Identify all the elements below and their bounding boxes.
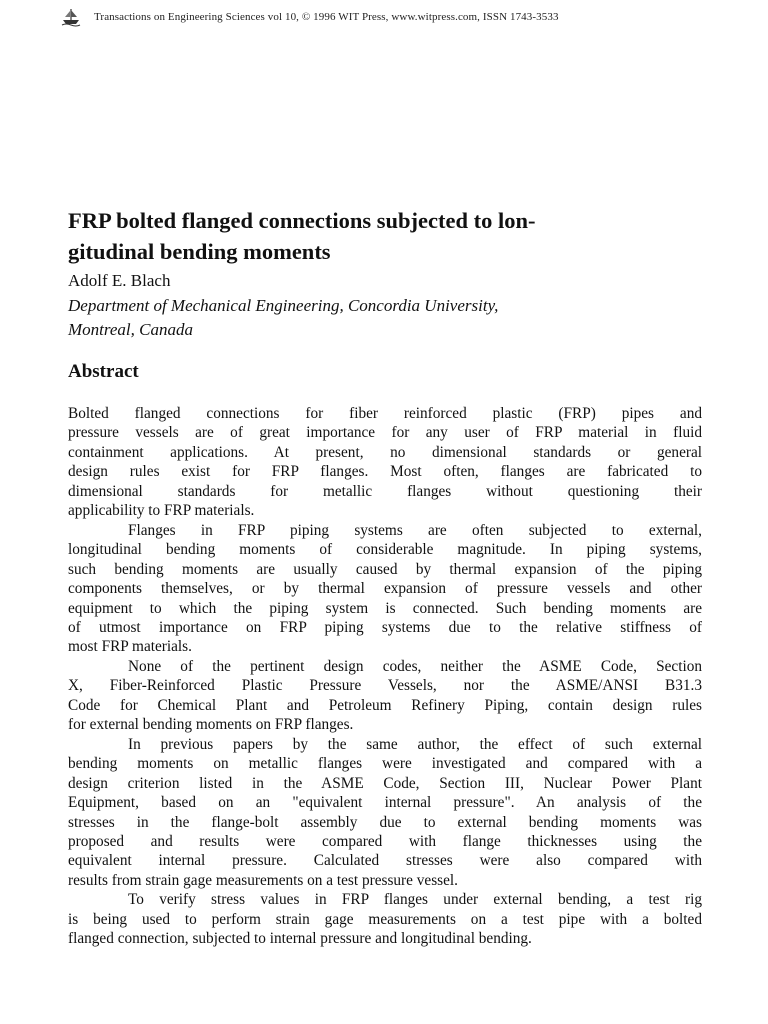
author-name: Adolf E. Blach bbox=[68, 271, 171, 290]
paper-title bbox=[68, 205, 708, 267]
abstract-line: components themselves, or by thermal expansion of pressure vessels and other bbox=[68, 580, 702, 598]
abstract-line: for external bending moments on FRP flanges. bbox=[68, 716, 354, 734]
author-affiliation bbox=[68, 294, 498, 342]
affiliation-line: Montreal, Canada bbox=[68, 320, 193, 339]
abstract-line: pressure vessels are of great importance for any user of FRP material in fluid bbox=[68, 424, 702, 442]
page-header bbox=[60, 6, 559, 28]
title-line: gitudinal bending moments bbox=[68, 239, 331, 264]
abstract-line: Bolted flanged connections for fiber reinforced plastic (FRP) pipes and bbox=[68, 405, 702, 422]
abstract-line: applicability to FRP materials. bbox=[68, 502, 255, 520]
abstract-heading: Abstract bbox=[68, 361, 139, 382]
abstract-line: is being used to perform strain gage measurements on a test pipe with a bolted bbox=[68, 910, 702, 928]
abstract-line: longitudinal bending moments of considerable magnitude. In piping systems, bbox=[68, 541, 702, 559]
ship-logo-icon bbox=[60, 6, 82, 28]
abstract-line: proposed and results were compared with flange thicknesses using the bbox=[68, 832, 702, 850]
abstract-line: containment applications. At present, no dimensional standards or general bbox=[68, 443, 702, 461]
abstract-line: stresses in the flange-bolt assembly due to external bending moments was bbox=[68, 813, 702, 831]
abstract-line: To verify stress values in FRP flanges under external bending, a test rig bbox=[128, 891, 702, 909]
abstract-line: X, Fiber-Reinforced Plastic Pressure Vessels, nor the ASME/ANSI B31.3 bbox=[68, 677, 702, 695]
affiliation-line: Department of Mechanical Engineering, Concordia University, bbox=[68, 296, 499, 315]
abstract-line: In previous papers by the same author, the effect of such external bbox=[128, 735, 702, 753]
abstract-line: dimensional standards for metallic flanges without questioning their bbox=[68, 482, 702, 500]
abstract-line: results from strain gage measurements on a test pressure vessel. bbox=[68, 871, 458, 889]
abstract-line: Equipment, based on an "equivalent internal pressure". An analysis of the bbox=[68, 794, 702, 812]
abstract-line: bending moments on metallic flanges were investigated and compared with a bbox=[68, 755, 702, 773]
abstract-line: most FRP materials. bbox=[68, 638, 192, 656]
abstract-line: Flanges in FRP piping systems are often subjected to external, bbox=[128, 521, 702, 539]
abstract-line: equivalent internal pressure. Calculated stresses were also compared with bbox=[68, 852, 702, 870]
abstract-line: Code for Chemical Plant and Petroleum Refinery Piping, contain design rules bbox=[68, 696, 702, 714]
abstract-body bbox=[68, 404, 702, 949]
abstract-line: flanged connection, subjected to internal pressure and longitudinal bending. bbox=[68, 930, 532, 948]
abstract-line: None of the pertinent design codes, neither the ASME Code, Section bbox=[128, 657, 702, 675]
journal-citation: Transactions on Engineering Sciences vol 10, © 1996 WIT Press, www.witpress.com, ISSN 1743-3533 bbox=[94, 11, 559, 23]
title-line: FRP bolted flanged connections subjected to lon- bbox=[68, 208, 536, 233]
abstract-line: equipment to which the piping system is connected. Such bending moments are bbox=[68, 599, 702, 617]
abstract-line: such bending moments are usually caused by thermal expansion of the piping bbox=[68, 560, 702, 578]
abstract-line: of utmost importance on FRP piping systems due to the relative stiffness of bbox=[68, 618, 702, 636]
abstract-line: design rules exist for FRP flanges. Most often, flanges are fabricated to bbox=[68, 463, 702, 481]
abstract-line: design criterion listed in the ASME Code, Section III, Nuclear Power Plant bbox=[68, 774, 702, 792]
